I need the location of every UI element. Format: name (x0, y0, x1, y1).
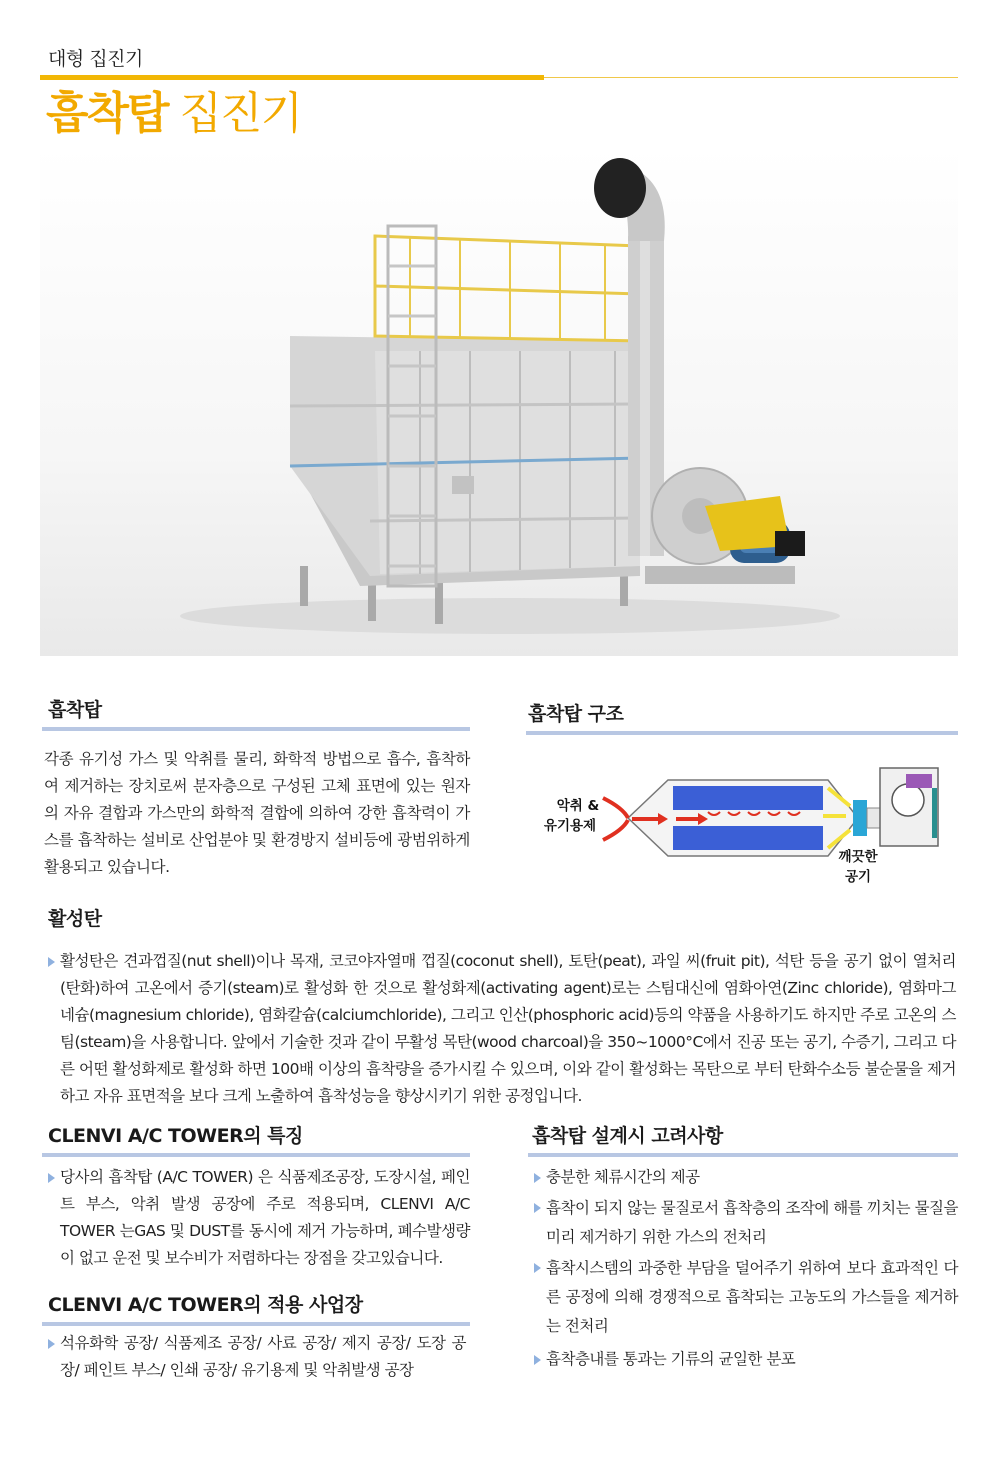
section-title-features: CLENVI A/C TOWER의 특징 (48, 1125, 303, 1147)
section-rule-features (42, 1153, 470, 1157)
design-item-text: 흡착층내를 통과는 기류의 균일한 분포 (546, 1350, 796, 1368)
design-item (534, 1254, 958, 1341)
bullet-icon (48, 957, 55, 967)
title-strong: 흡착탑 (46, 88, 168, 139)
section-rule-applications (42, 1322, 470, 1326)
activated-carbon-item (48, 948, 956, 1110)
outlet-label-line1: 깨끗한 (838, 849, 878, 865)
product-photo (40, 146, 958, 656)
title-light: 집진기 (167, 88, 302, 139)
inlet-label-line2: 유기용제 (543, 818, 597, 834)
bullet-icon (48, 1339, 55, 1349)
header-rule (40, 75, 544, 80)
header-rule-thin (544, 77, 958, 78)
bullet-icon (534, 1355, 541, 1365)
section-title-structure: 흡착탑 구조 (528, 703, 624, 725)
section-title-activated-carbon: 활성탄 (48, 908, 102, 930)
section-title-design: 흡착탑 설계시 고려사항 (532, 1125, 723, 1147)
page-title (46, 88, 302, 139)
section-title-applications: CLENVI A/C TOWER의 적용 사업장 (48, 1294, 363, 1316)
adsorption-tower-illustration (40, 146, 958, 656)
applications-item (48, 1330, 466, 1384)
design-item (534, 1194, 958, 1252)
outlet-label-line2: 공기 (844, 869, 872, 885)
section-rule-adsorption (42, 727, 470, 731)
applications-text: 석유화학 공장/ 식품제조 공장/ 사료 공장/ 제지 공장/ 도장 공장/ 페인트 부스/ 인쇄 공장/ 유기용제 및 악취발생 공장 (60, 1334, 466, 1379)
features-item (48, 1164, 470, 1272)
section-rule-design (528, 1153, 958, 1157)
bullet-icon (534, 1173, 541, 1183)
design-item (534, 1164, 958, 1191)
section-title-adsorption: 흡착탑 (48, 699, 102, 721)
bullet-icon (534, 1263, 541, 1273)
structure-diagram-svg (528, 748, 958, 898)
inlet-label-line1: 악취 & (556, 798, 600, 814)
category-label: 대형 집진기 (48, 48, 143, 70)
activated-carbon-text: 활성탄은 견과껍질(nut shell)이나 목재, 코코야자열매 껍질(coconut shell), 토탄(peat), 과일 씨(fruit pit), 석탄 등을 공기 없이 열처리(탄화)하여 고온에서 증기(steam)로 활성화 한 것으로 활성화제(activating agent)로는 스팀대신에 염화아연(Zinc chloride), 염화마그네슘(magnesium chloride), 염화칼슘(calciumchloride), 그리고 인산(phosphoric acid)등의 약품을 사용하기도 하지만 주로 고온의 스팀(steam)을 사용합니다. 앞에서 기술한 것과 같이 무활성 목탄(wood charcoal)을 350~1000°C에서 진공 또는 공기, 수증기, 그리고 다른 어떤 활성화제로 활성화 하면 100배 이상의 흡착량을 증가시킬 수 있으며, 이와 같이 활성화는 목탄으로 부터 탄화수소등 불순물을 제거하고 자유 표면적을 보다 크게 노출하여 흡착성능을 향상시키기 위한 공정입니다. (60, 952, 956, 1105)
section-rule-structure (526, 731, 958, 735)
design-item-text: 흡착이 되지 않는 물질로서 흡착층의 조작에 해를 끼치는 물질을 미리 제거하기 위한 가스의 전처리 (546, 1199, 958, 1246)
structure-diagram (528, 748, 958, 898)
design-item-text: 충분한 체류시간의 제공 (546, 1168, 700, 1186)
adsorption-description: 각종 유기성 가스 및 악취를 물리, 화학적 방법으로 흡수, 흡착하여 제거하는 장치로써 분자층으로 구성된 고체 표면에 있는 원자의 자유 결합과 가스만의 화학적 결합에 의하여 강한 흡착력이 가스를 흡착하는 설비로 산업분야 및 환경방지 설비등에 광범위하게 활용되고 있습니다. (44, 750, 470, 876)
design-item (534, 1346, 958, 1373)
bullet-icon (534, 1203, 541, 1213)
bullet-icon (48, 1173, 55, 1183)
design-item-text: 흡착시스템의 과중한 부담을 덜어주기 위하여 보다 효과적인 다른 공정에 의해 경쟁적으로 흡착되는 고농도의 가스들을 제거하는 전처리 (546, 1259, 958, 1335)
features-text: 당사의 흡착탑 (A/C TOWER) 은 식품제조공장, 도장시설, 페인트 부스, 악취 발생 공장에 주로 적용되며, CLENVI A/C TOWER 는GAS 및 DUST를 동시에 제거 가능하며, 폐수발생량이 없고 운전 및 보수비가 저렴하다는 장점을 갖고있습니다. (60, 1168, 470, 1267)
